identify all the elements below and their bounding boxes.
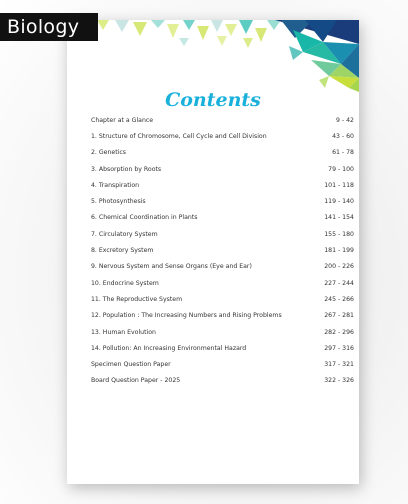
toc-entry-label: 6. Chemical Coordination in Plants	[91, 214, 198, 222]
toc-entry-label: 8. Excretory System	[91, 247, 154, 255]
toc-entry-pages: 43 - 60	[332, 132, 354, 140]
geometric-decoration	[67, 20, 359, 92]
toc-entry-pages: 282 - 296	[324, 328, 354, 336]
toc-entry-label: 10. Endocrine System	[91, 279, 159, 287]
toc-entry-pages: 141 - 154	[324, 214, 354, 222]
toc-entry-pages: 227 - 244	[324, 279, 354, 287]
toc-entry-label: 13. Human Evolution	[91, 328, 156, 336]
toc-entry-pages: 155 - 180	[324, 230, 354, 238]
toc-row	[91, 177, 354, 193]
toc-entry-pages: 181 - 199	[324, 247, 354, 255]
toc-row	[91, 356, 354, 372]
toc-row	[91, 340, 354, 356]
toc-entry-label: 2. Genetics	[91, 149, 126, 157]
toc-entry-label: Board Question Paper - 2025	[91, 377, 181, 385]
contents-page	[67, 20, 359, 484]
toc-row	[91, 193, 354, 209]
toc-row	[91, 112, 354, 128]
toc-row	[91, 308, 354, 324]
toc-entry-label: 5. Photosynthesis	[91, 198, 146, 206]
toc-row	[91, 373, 354, 389]
toc-row	[91, 161, 354, 177]
subject-tag: Biology	[0, 13, 98, 41]
toc-row	[91, 128, 354, 144]
toc-entry-label: 9. Nervous System and Sense Organs (Eye and Ear)	[91, 263, 252, 271]
toc-row	[91, 145, 354, 161]
toc-entry-pages: 322 - 326	[324, 377, 354, 385]
toc-entry-pages: 245 - 266	[324, 295, 354, 303]
toc-entry-label: 11. The Reproductive System	[91, 295, 183, 303]
toc-entry-label: 12. Population : The Increasing Numbers and Rising Problems	[91, 312, 282, 320]
toc-entry-pages: 9 - 42	[336, 116, 354, 124]
toc-entry-pages: 61 - 78	[332, 149, 354, 157]
toc-row	[91, 324, 354, 340]
toc-entry-label: 4. Transpiration	[91, 181, 140, 189]
toc-entry-label: 14. Pollution: An Increasing Environmental Hazard	[91, 344, 247, 352]
toc-entry-pages: 200 - 226	[324, 263, 354, 271]
toc-row	[91, 291, 354, 307]
toc-entry-pages: 101 - 118	[324, 181, 354, 189]
toc-entry-label: 1. Structure of Chromosome, Cell Cycle and Cell Division	[91, 132, 267, 140]
toc-entry-pages: 317 - 321	[324, 361, 354, 369]
toc-row	[91, 242, 354, 258]
table-of-contents	[91, 112, 354, 389]
toc-entry-pages: 79 - 100	[328, 165, 354, 173]
toc-row	[91, 275, 354, 291]
toc-row	[91, 210, 354, 226]
toc-entry-pages: 119 - 140	[324, 198, 354, 206]
toc-entry-label: 3. Absorption by Roots	[91, 165, 162, 173]
page-title: Contents	[165, 89, 261, 111]
toc-row	[91, 226, 354, 242]
toc-entry-label: Chapter at a Glance	[91, 116, 154, 124]
toc-entry-pages: 297 - 316	[324, 344, 354, 352]
toc-entry-pages: 267 - 281	[324, 312, 354, 320]
toc-row	[91, 259, 354, 275]
toc-entry-label: 7. Circulatory System	[91, 230, 158, 238]
toc-entry-label: Specimen Question Paper	[91, 361, 171, 369]
